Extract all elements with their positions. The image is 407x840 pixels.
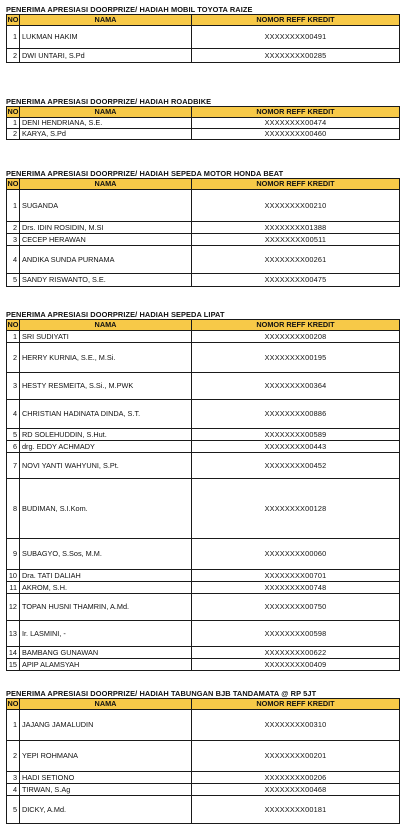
table-row	[7, 331, 400, 343]
row-nama: ANDIKA SUNDA PURNAMA	[20, 246, 192, 274]
header-no: NO	[7, 699, 19, 709]
row-reff: XXXXXXXX00474	[192, 118, 400, 129]
row-no: 1	[7, 26, 20, 49]
section-title: PENERIMA APRESIASI DOORPRIZE/ HADIAH MOBIL TOYOTA RAIZE	[6, 5, 253, 14]
row-nama: drg. EDDY ACHMADY	[20, 441, 192, 453]
row-reff: XXXXXXXX00475	[192, 274, 400, 287]
row-nama: JAJANG JAMALUDIN	[20, 710, 192, 741]
section-tabungan-bjb	[6, 689, 399, 824]
table-row	[7, 741, 400, 772]
row-no: 2	[7, 343, 20, 373]
header-reff: NOMOR REFF KREDIT	[192, 15, 400, 26]
row-nama: HERRY KURNIA, S.E., M.Si.	[20, 343, 192, 373]
header-row	[7, 179, 400, 190]
row-reff: XXXXXXXX00208	[192, 331, 400, 343]
header-reff: NOMOR REFF KREDIT	[192, 320, 400, 331]
row-reff: XXXXXXXX00128	[192, 479, 400, 539]
row-nama: TIRWAN, S.Ag	[20, 784, 192, 796]
table-row	[7, 647, 400, 659]
row-no: 9	[7, 539, 20, 570]
table-row	[7, 400, 400, 429]
row-reff: XXXXXXXX00598	[192, 621, 400, 647]
row-nama: KARYA, S.Pd	[20, 129, 192, 140]
header-row	[7, 699, 400, 710]
table-row	[7, 796, 400, 824]
row-reff: XXXXXXXX00748	[192, 582, 400, 594]
row-reff: XXXXXXXX00310	[192, 710, 400, 741]
header-no: NO	[7, 179, 19, 189]
row-no: 3	[7, 772, 20, 784]
row-reff: XXXXXXXX00701	[192, 570, 400, 582]
row-nama: SUGANDA	[20, 190, 192, 222]
table-row	[7, 570, 400, 582]
table-row	[7, 373, 400, 400]
table-row	[7, 234, 400, 246]
row-no: 3	[7, 373, 20, 400]
table-row	[7, 222, 400, 234]
row-nama: TOPAN HUSNI THAMRIN, A.Md.	[20, 594, 192, 621]
row-nama: SUBAGYO, S.Sos, M.M.	[20, 539, 192, 570]
row-no: 1	[7, 118, 20, 129]
row-no: 15	[7, 659, 20, 671]
row-reff: XXXXXXXX00060	[192, 539, 400, 570]
row-no: 4	[7, 400, 20, 429]
table-row	[7, 453, 400, 479]
row-nama: DICKY, A.Md.	[20, 796, 192, 824]
row-no: 7	[7, 453, 20, 479]
row-reff: XXXXXXXX00261	[192, 246, 400, 274]
section-sepeda-lipat	[6, 310, 399, 671]
header-no: NO	[7, 320, 19, 330]
table-row	[7, 441, 400, 453]
row-reff: XXXXXXXX00201	[192, 741, 400, 772]
table-row	[7, 190, 400, 222]
table-row	[7, 49, 400, 63]
row-no: 14	[7, 647, 20, 659]
row-nama: NOVI YANTI WAHYUNI, S.Pt.	[20, 453, 192, 479]
row-reff: XXXXXXXX00886	[192, 400, 400, 429]
row-reff: XXXXXXXX00491	[192, 26, 400, 49]
row-no: 3	[7, 234, 20, 246]
row-nama: AKROM, S.H.	[20, 582, 192, 594]
row-reff: XXXXXXXX00181	[192, 796, 400, 824]
header-row	[7, 15, 400, 26]
header-nama: NAMA	[20, 320, 192, 331]
row-nama: DWI UNTARI, S.Pd	[20, 49, 192, 63]
row-no: 1	[7, 331, 20, 343]
winners-table	[6, 178, 400, 287]
row-no: 5	[7, 274, 20, 287]
row-reff: XXXXXXXX00210	[192, 190, 400, 222]
row-nama: CECEP HERAWAN	[20, 234, 192, 246]
row-nama: Drs. IDIN ROSIDIN, M.SI	[20, 222, 192, 234]
row-reff: XXXXXXXX00206	[192, 772, 400, 784]
row-reff: XXXXXXXX00285	[192, 49, 400, 63]
row-nama: DENI HENDRIANA, S.E.	[20, 118, 192, 129]
section-roadbike	[6, 97, 399, 140]
winners-table	[6, 698, 400, 824]
section-title: PENERIMA APRESIASI DOORPRIZE/ HADIAH SEPEDA LIPAT	[6, 310, 225, 319]
row-nama: SRI SUDIYATI	[20, 331, 192, 343]
table-row	[7, 274, 400, 287]
header-reff: NOMOR REFF KREDIT	[192, 179, 400, 190]
row-no: 5	[7, 796, 20, 824]
header-nama: NAMA	[20, 15, 192, 26]
row-nama: APIP ALAMSYAH	[20, 659, 192, 671]
row-reff: XXXXXXXX01388	[192, 222, 400, 234]
row-reff: XXXXXXXX00750	[192, 594, 400, 621]
table-row	[7, 582, 400, 594]
row-reff: XXXXXXXX00195	[192, 343, 400, 373]
row-no: 5	[7, 429, 20, 441]
table-row	[7, 539, 400, 570]
row-nama: HADI SETIONO	[20, 772, 192, 784]
row-no: 1	[7, 190, 20, 222]
row-nama: Dra. TATI DALIAH	[20, 570, 192, 582]
table-row	[7, 479, 400, 539]
header-no: NO	[7, 107, 19, 117]
winners-table	[6, 106, 400, 140]
row-no: 11	[7, 582, 20, 594]
table-row	[7, 343, 400, 373]
row-nama: BAMBANG GUNAWAN	[20, 647, 192, 659]
row-no: 4	[7, 246, 20, 274]
row-no: 13	[7, 621, 20, 647]
header-row	[7, 320, 400, 331]
row-reff: XXXXXXXX00622	[192, 647, 400, 659]
row-nama: LUKMAN HAKIM	[20, 26, 192, 49]
row-reff: XXXXXXXX00460	[192, 129, 400, 140]
row-no: 8	[7, 479, 20, 539]
row-reff: XXXXXXXX00443	[192, 441, 400, 453]
section-title: PENERIMA APRESIASI DOORPRIZE/ HADIAH TABUNGAN BJB TANDAMATA @ RP 5JT	[6, 689, 317, 698]
winners-table	[6, 14, 400, 63]
header-row	[7, 107, 400, 118]
row-reff: XXXXXXXX00409	[192, 659, 400, 671]
row-nama: RD SOLEHUDDIN, S.Hut.	[20, 429, 192, 441]
header-reff: NOMOR REFF KREDIT	[192, 107, 400, 118]
section-title: PENERIMA APRESIASI DOORPRIZE/ HADIAH ROADBIKE	[6, 97, 212, 106]
row-no: 12	[7, 594, 20, 621]
row-nama: CHRISTIAN HADINATA DINDA, S.T.	[20, 400, 192, 429]
row-nama: Ir. LASMINI, -	[20, 621, 192, 647]
row-reff: XXXXXXXX00452	[192, 453, 400, 479]
header-nama: NAMA	[20, 179, 192, 190]
row-no: 10	[7, 570, 20, 582]
table-row	[7, 118, 400, 129]
row-no: 1	[7, 710, 20, 741]
header-reff: NOMOR REFF KREDIT	[192, 699, 400, 710]
table-row	[7, 659, 400, 671]
row-no: 2	[7, 222, 20, 234]
row-reff: XXXXXXXX00511	[192, 234, 400, 246]
row-reff: XXXXXXXX00468	[192, 784, 400, 796]
row-no: 6	[7, 441, 20, 453]
header-no: NO	[7, 15, 19, 25]
section-mobil-toyota-raize	[6, 5, 399, 63]
row-no: 2	[7, 49, 20, 63]
section-title: PENERIMA APRESIASI DOORPRIZE/ HADIAH SEPEDA MOTOR HONDA BEAT	[6, 169, 284, 178]
section-honda-beat	[6, 169, 399, 287]
table-row	[7, 710, 400, 741]
table-row	[7, 129, 400, 140]
header-nama: NAMA	[20, 107, 192, 118]
table-row	[7, 246, 400, 274]
row-reff: XXXXXXXX00364	[192, 373, 400, 400]
row-no: 4	[7, 784, 20, 796]
row-nama: BUDIMAN, S.I.Kom.	[20, 479, 192, 539]
table-row	[7, 621, 400, 647]
row-nama: SANDY RISWANTO, S.E.	[20, 274, 192, 287]
row-no: 2	[7, 129, 20, 140]
table-row	[7, 594, 400, 621]
table-row	[7, 784, 400, 796]
winners-table	[6, 319, 400, 671]
row-reff: XXXXXXXX00589	[192, 429, 400, 441]
row-nama: HESTY RESMEITA, S.Si., M.PWK	[20, 373, 192, 400]
row-nama: YEPI ROHMANA	[20, 741, 192, 772]
header-nama: NAMA	[20, 699, 192, 710]
row-no: 2	[7, 741, 20, 772]
table-row	[7, 772, 400, 784]
table-row	[7, 26, 400, 49]
table-row	[7, 429, 400, 441]
